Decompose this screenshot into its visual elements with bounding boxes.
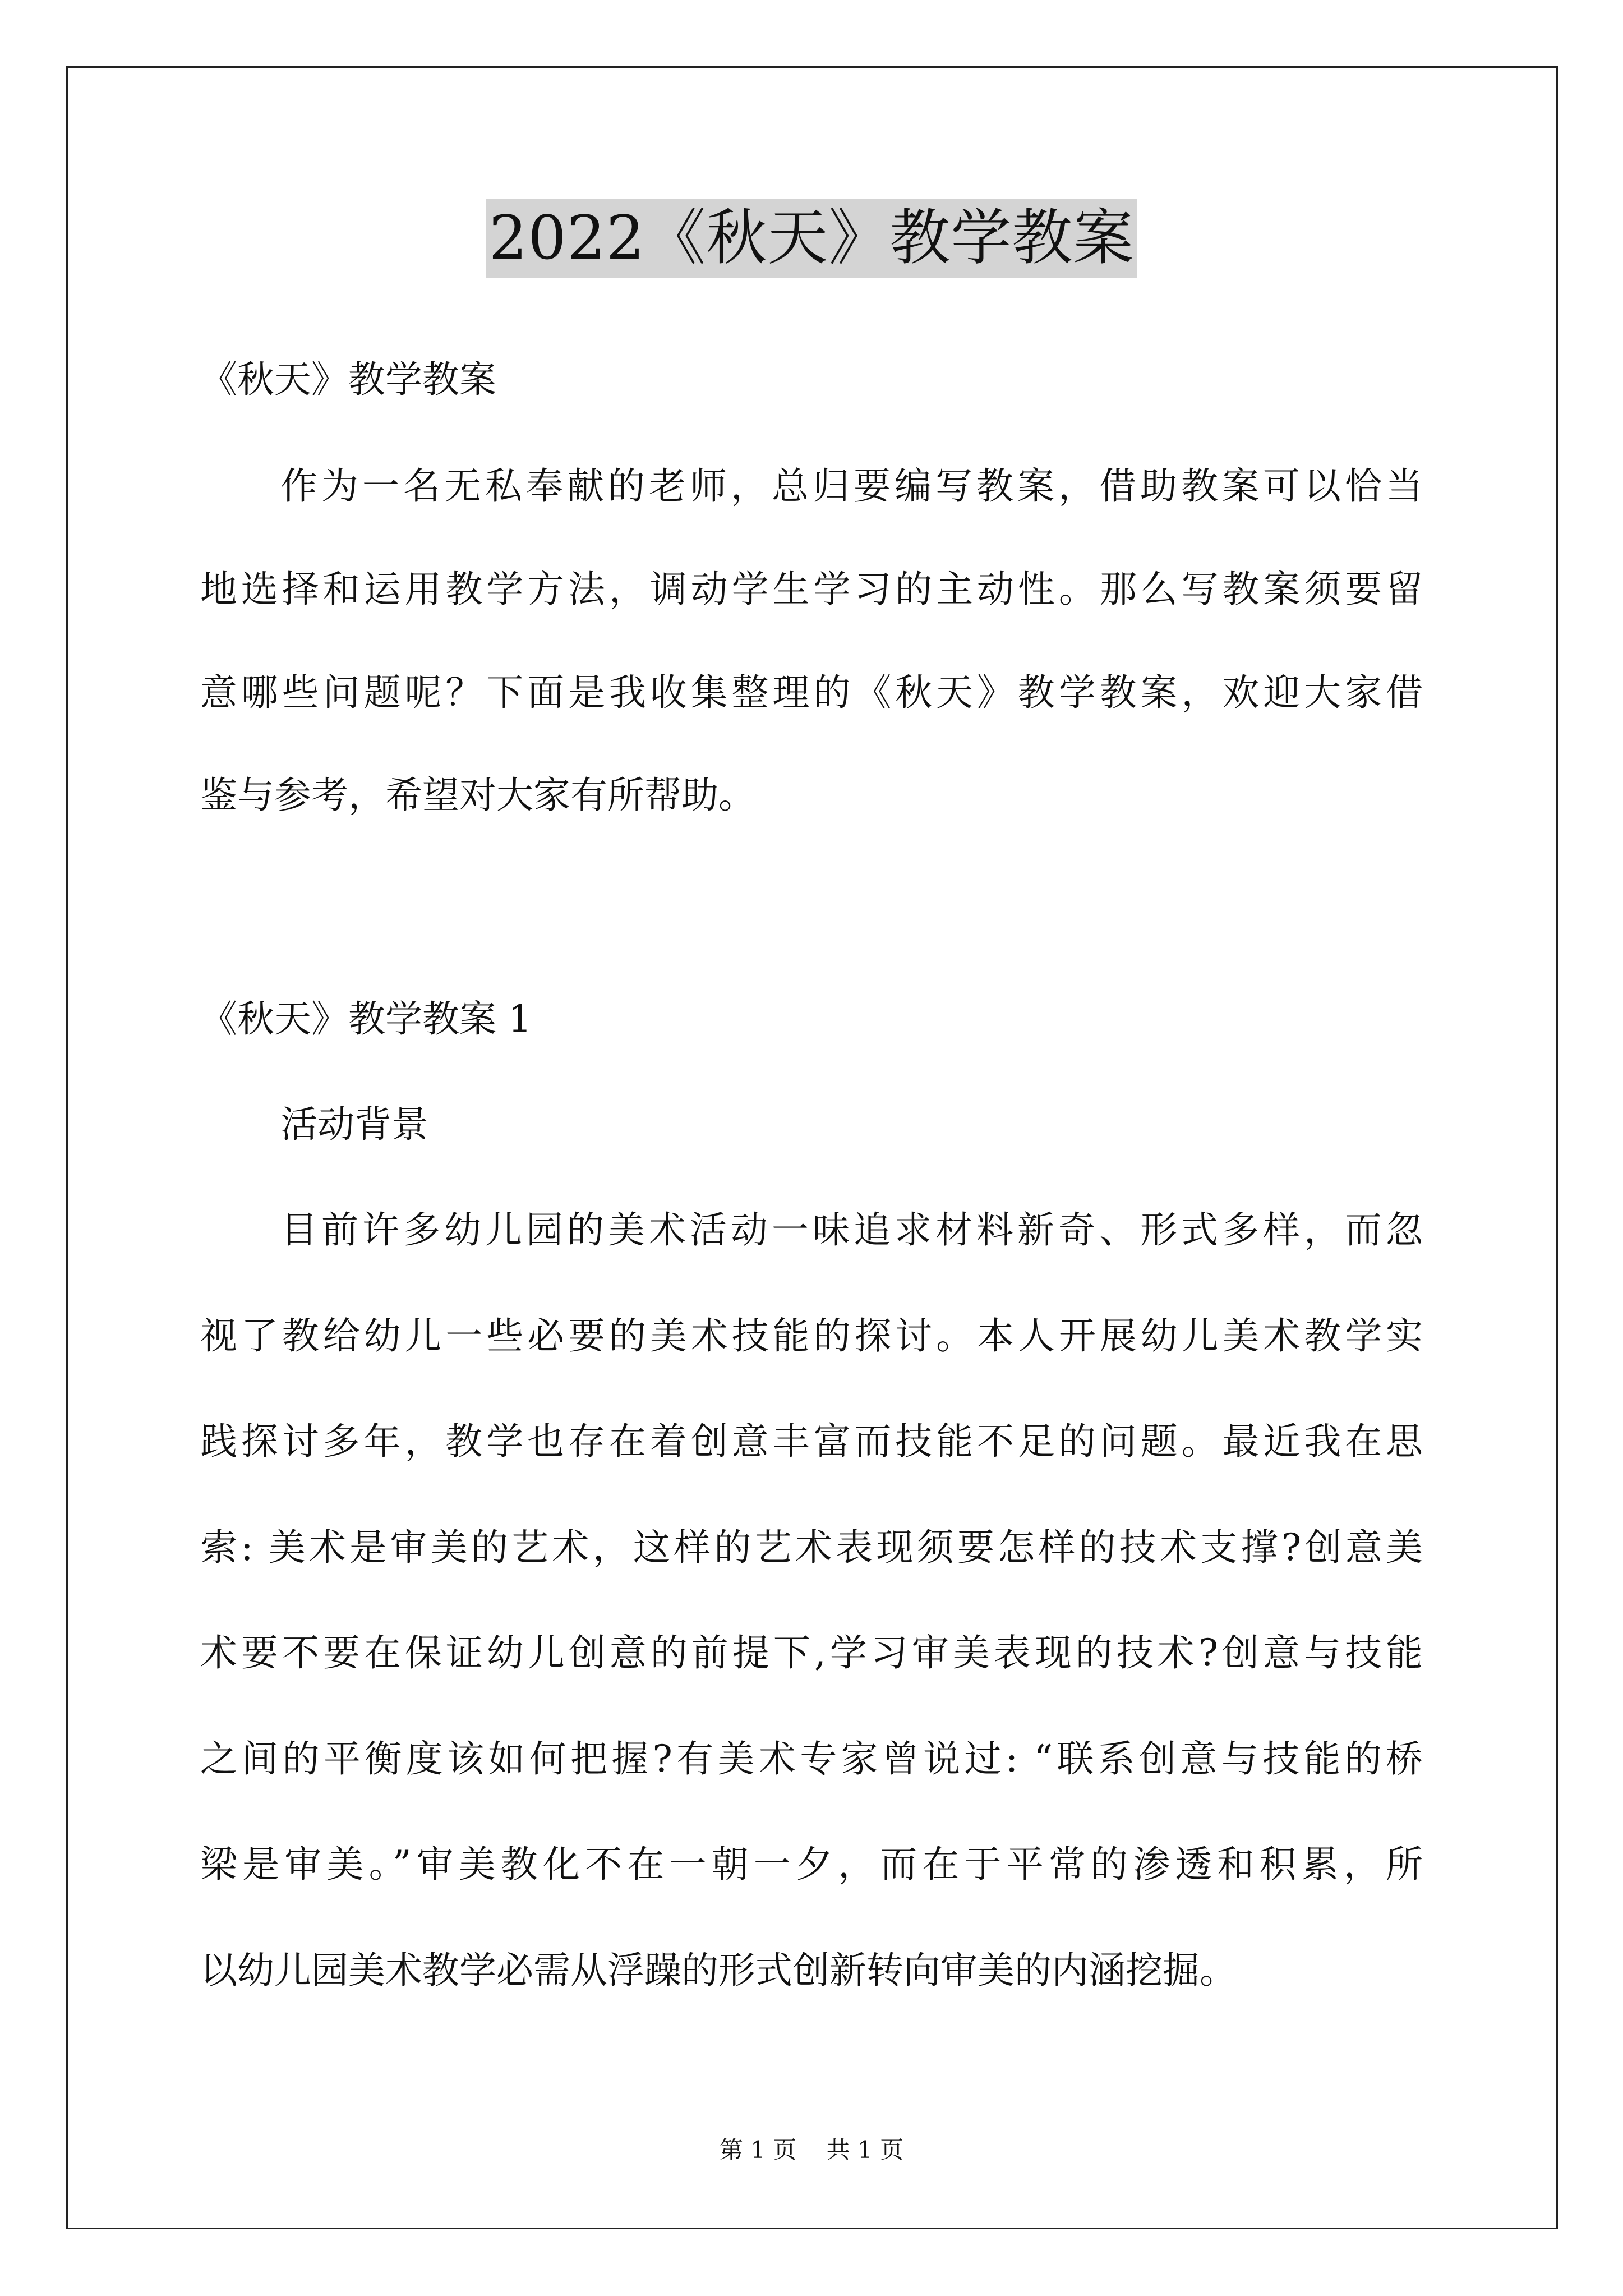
body-line-3: 践探讨多年，教学也存在着创意丰富而技能不足的问题。最近我在思 xyxy=(200,1420,1423,1463)
section-heading: 活动背景 xyxy=(280,1103,428,1146)
body-line-5: 术要不要在保证幼儿创意的前提下,学习审美表现的技术?创意与技能 xyxy=(200,1631,1423,1674)
body-line-1: 目前许多幼儿园的美术活动一味追求材料新奇、形式多样，而忽 xyxy=(280,1208,1423,1251)
intro-line-1: 作为一名无私奉献的老师，总归要编写教案，借助教案可以恰当 xyxy=(280,464,1423,508)
body-line-8: 以幼儿园美术教学必需从浮躁的形式创新转向审美的内涵挖掘。 xyxy=(200,1949,1237,1992)
body-line-2: 视了教给幼儿一些必要的美术技能的探讨。本人开展幼儿美术教学实 xyxy=(200,1314,1423,1358)
body-line-7: 梁是审美。”审美教化不在一朝一夕，而在于平常的渗透和积累，所 xyxy=(200,1843,1423,1886)
body-line-4: 索: 美术是审美的艺术，这样的艺术表现须要怎样的技术支撑?创意美 xyxy=(200,1526,1423,1569)
subtitle: 《秋天》教学教案 xyxy=(200,358,496,401)
intro-line-4: 鉴与参考，希望对大家有所帮助。 xyxy=(200,774,755,817)
body-line-6: 之间的平衡度该如何把握?有美术专家曾说过: “联系创意与技能的桥 xyxy=(200,1737,1423,1780)
document-title: 2022《秋天》教学教案 xyxy=(486,199,1138,278)
page-footer: 第 1 页 共 1 页 xyxy=(719,2136,904,2164)
section-title: 《秋天》教学教案 1 xyxy=(200,997,532,1041)
intro-line-2: 地选择和运用教学方法，调动学生学习的主动性。那么写教案须要留 xyxy=(200,568,1423,611)
title-container xyxy=(0,199,1623,278)
intro-line-3: 意哪些问题呢？下面是我收集整理的《秋天》教学教案，欢迎大家借 xyxy=(200,671,1423,714)
